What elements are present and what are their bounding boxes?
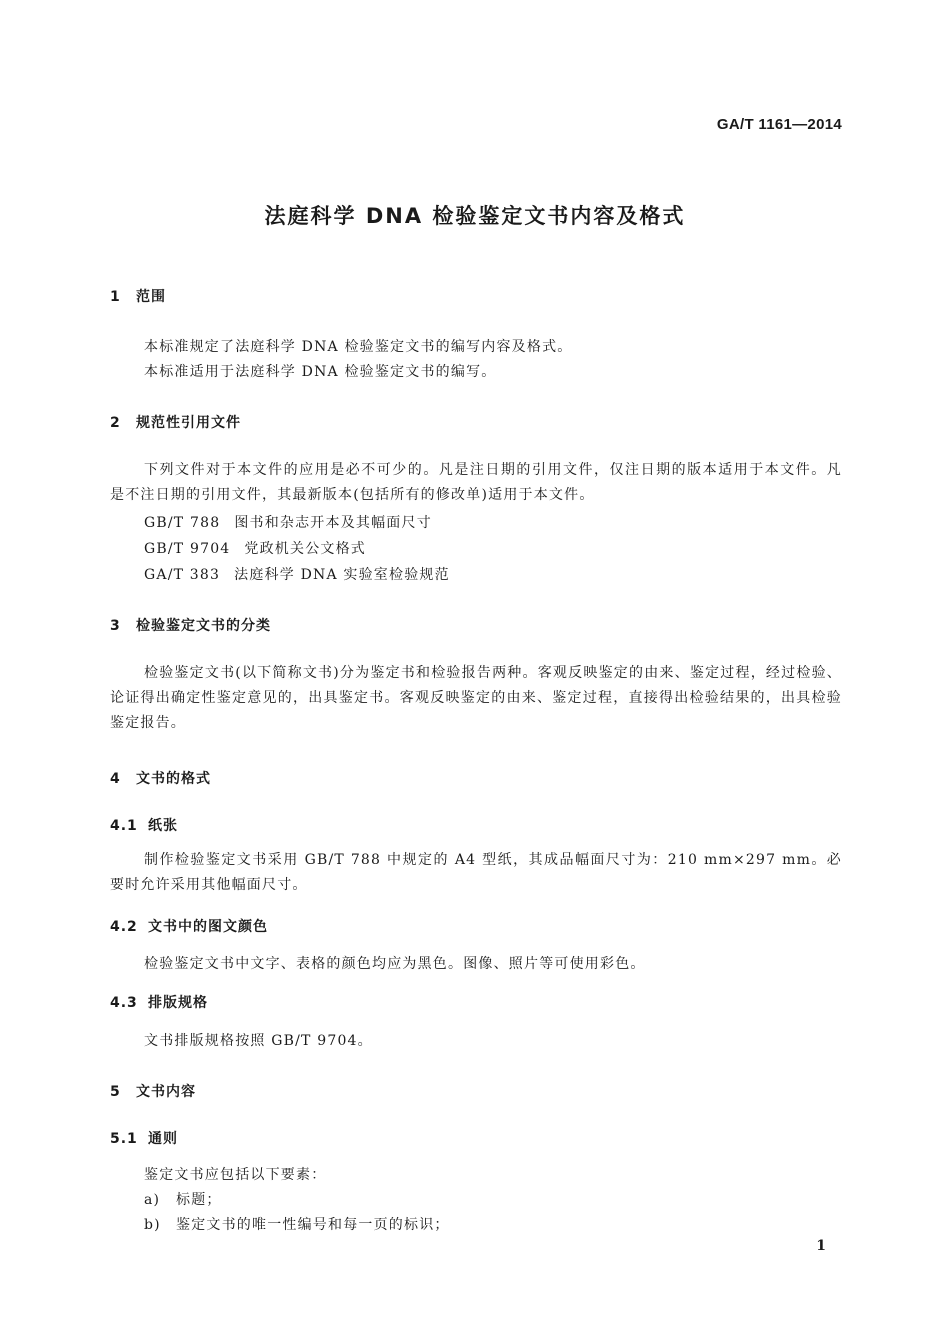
list-marker: a) <box>144 1192 161 1208</box>
section-4-1-heading <box>110 815 178 835</box>
section-title: 排版规格 <box>148 995 208 1011</box>
section-number: 1 <box>110 289 121 305</box>
section-number: 5 <box>110 1084 121 1100</box>
standard-code: GA/T 1161—2014 <box>716 116 842 133</box>
list-marker: b) <box>144 1217 161 1233</box>
section-5-1-intro: 鉴定文书应包括以下要素： <box>144 1167 327 1183</box>
section-3-paragraph: 检验鉴定文书(以下简称文书)分为鉴定书和检验报告两种。客观反映鉴定的由来、鉴定过程，经过检验、论证得出确定性鉴定意见的，出具鉴定书。客观反映鉴定的由来、鉴定过程，直接得出检验结果的，出具检验鉴定报告。 <box>110 665 842 731</box>
reference-name: 法庭科学 DNA 实验室检验规范 <box>234 567 450 583</box>
section-number: 2 <box>110 415 121 431</box>
section-3-heading <box>110 615 271 635</box>
section-number: 4.2 <box>110 919 138 935</box>
section-1-paragraph-1: 本标准规定了法庭科学 DNA 检验鉴定文书的编写内容及格式。 <box>144 339 573 355</box>
reference-name: 图书和杂志开本及其幅面尺寸 <box>234 515 432 531</box>
reference-item <box>144 512 432 532</box>
section-title: 文书内容 <box>136 1084 196 1100</box>
section-4-heading <box>110 768 211 788</box>
list-item-text: 标题； <box>176 1192 222 1208</box>
section-2-heading <box>110 412 241 432</box>
section-4-2-paragraph: 检验鉴定文书中文字、表格的颜色均应为黑色。图像、照片等可使用彩色。 <box>144 956 646 972</box>
reference-item <box>144 538 366 558</box>
reference-item <box>144 564 450 584</box>
section-1-heading <box>110 286 166 306</box>
section-title: 纸张 <box>148 818 178 834</box>
section-4-3-heading <box>110 992 208 1012</box>
section-number: 4.1 <box>110 818 138 834</box>
section-4-2-heading <box>110 916 268 936</box>
reference-code: GB/T 9704 <box>144 541 231 557</box>
section-title: 文书的格式 <box>136 771 211 787</box>
section-number: 4 <box>110 771 121 787</box>
section-1-paragraph-2: 本标准适用于法庭科学 DNA 检验鉴定文书的编写。 <box>144 364 497 380</box>
section-title: 检验鉴定文书的分类 <box>136 618 271 634</box>
section-number: 4.3 <box>110 995 138 1011</box>
reference-name: 党政机关公文格式 <box>244 541 367 557</box>
section-title: 文书中的图文颜色 <box>148 919 268 935</box>
reference-code: GA/T 383 <box>144 567 221 583</box>
section-title: 范围 <box>136 289 166 305</box>
list-item <box>144 1189 222 1209</box>
list-item-text: 鉴定文书的唯一性编号和每一页的标识； <box>176 1217 450 1233</box>
section-5-heading <box>110 1081 196 1101</box>
section-title: 通则 <box>148 1131 178 1147</box>
section-number: 5.1 <box>110 1131 138 1147</box>
page-number: 1 <box>816 1238 826 1254</box>
section-2-paragraph: 下列文件对于本文件的应用是必不可少的。凡是注日期的引用文件，仅注日期的版本适用于本文件。凡是不注日期的引用文件，其最新版本(包括所有的修改单)适用于本文件。 <box>110 462 842 503</box>
section-5-1-heading <box>110 1128 178 1148</box>
list-item <box>144 1214 450 1234</box>
section-4-1-paragraph: 制作检验鉴定文书采用 GB/T 788 中规定的 A4 型纸，其成品幅面尺寸为：210 mm×297 mm。必要时允许采用其他幅面尺寸。 <box>110 852 842 893</box>
reference-code: GB/T 788 <box>144 515 221 531</box>
section-number: 3 <box>110 618 121 634</box>
document-title: 法庭科学 DNA 检验鉴定文书内容及格式 <box>264 204 686 228</box>
section-title: 规范性引用文件 <box>136 415 241 431</box>
section-4-3-paragraph: 文书排版规格按照 GB/T 9704。 <box>144 1033 373 1049</box>
